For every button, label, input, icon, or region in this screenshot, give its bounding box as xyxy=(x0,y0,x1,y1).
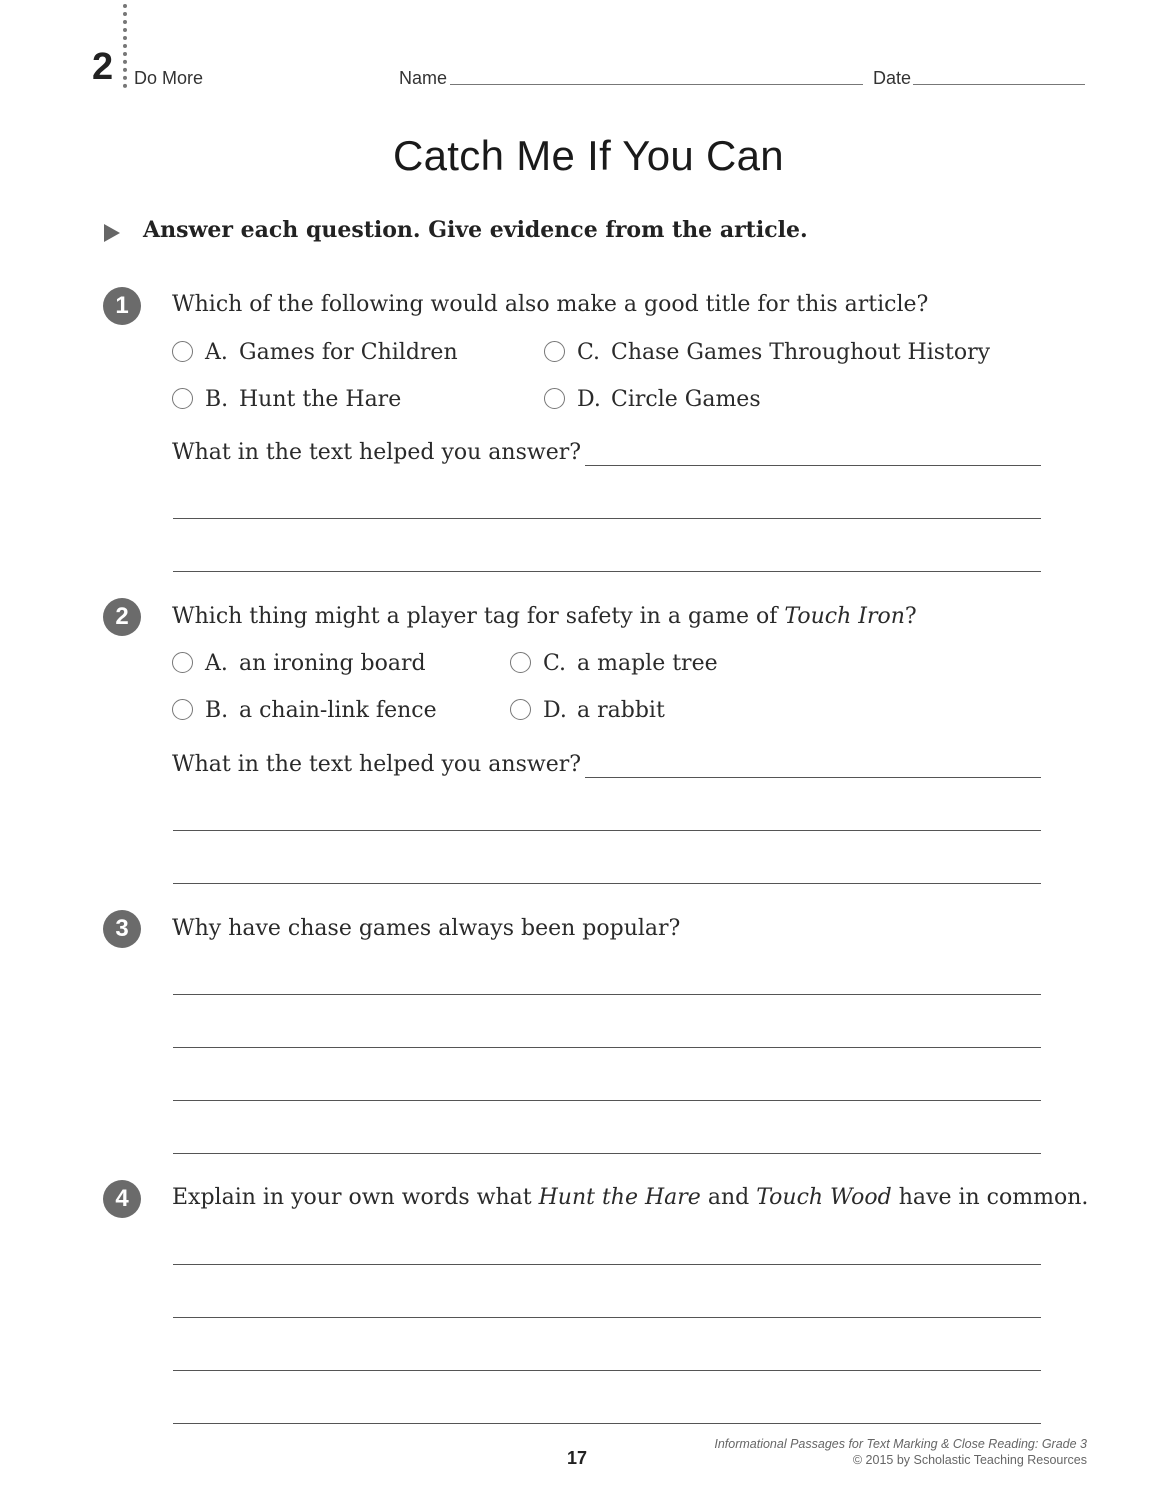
option-text: a maple tree xyxy=(577,651,718,676)
option-letter: C. xyxy=(577,340,601,365)
date-field[interactable] xyxy=(913,84,1085,85)
date-label: Date xyxy=(873,68,912,88)
option-text: Games for Children xyxy=(239,340,458,365)
section-number: 2 xyxy=(92,46,114,88)
question-2-text-part: ? xyxy=(904,604,917,629)
question-3-answer-line[interactable] xyxy=(173,1100,1041,1101)
question-1-text: Which of the following would also make a good title for this article? xyxy=(172,292,929,317)
radio-button[interactable] xyxy=(172,388,193,409)
option-text: a rabbit xyxy=(577,698,665,723)
option-letter: B. xyxy=(205,387,229,412)
question-3-text: Why have chase games always been popular? xyxy=(172,916,681,941)
radio-button[interactable] xyxy=(510,699,531,720)
game-title: Touch Iron xyxy=(784,604,905,629)
question-3-number: 3 xyxy=(103,910,141,948)
question-2-evidence-line[interactable] xyxy=(585,777,1041,778)
question-1-option-d[interactable] xyxy=(544,387,761,412)
option-letter: C. xyxy=(543,651,567,676)
option-text: Circle Games xyxy=(611,387,761,412)
question-1-option-a[interactable] xyxy=(172,340,458,365)
question-1-option-b[interactable] xyxy=(172,387,401,412)
question-4-text xyxy=(172,1185,1088,1210)
page-number: 17 xyxy=(566,1448,588,1468)
question-2-text-part: Which thing might a player tag for safety in a game of xyxy=(172,604,785,629)
radio-button[interactable] xyxy=(544,341,565,362)
question-2-option-d[interactable] xyxy=(510,698,665,723)
question-2-option-c[interactable] xyxy=(510,651,718,676)
option-letter: D. xyxy=(543,698,567,723)
question-4-text-part: have in common. xyxy=(891,1185,1089,1210)
question-2-option-a[interactable] xyxy=(172,651,426,676)
radio-button[interactable] xyxy=(172,341,193,362)
option-text: Chase Games Throughout History xyxy=(611,340,991,365)
arrow-icon xyxy=(104,224,120,242)
question-4-answer-line[interactable] xyxy=(173,1423,1041,1424)
question-2-answer-line[interactable] xyxy=(173,830,1041,831)
question-2-answer-line[interactable] xyxy=(173,883,1041,884)
question-1-evidence-line[interactable] xyxy=(585,465,1041,466)
question-3-answer-line[interactable] xyxy=(173,994,1041,995)
question-3-answer-line[interactable] xyxy=(173,1153,1041,1154)
question-1-answer-line[interactable] xyxy=(173,571,1041,572)
copyright-credit: © 2015 by Scholastic Teaching Resources xyxy=(852,1453,1087,1467)
option-letter: A. xyxy=(205,651,228,676)
question-1-number: 1 xyxy=(103,287,141,325)
question-1-answer-line[interactable] xyxy=(173,518,1041,519)
game-title: Hunt the Hare xyxy=(538,1185,701,1210)
question-4-text-part: and xyxy=(700,1185,757,1210)
dotted-divider xyxy=(123,4,127,88)
game-title: Touch Wood xyxy=(756,1185,892,1210)
instruction-text: Answer each question. Give evidence from the article. xyxy=(143,217,808,243)
option-text: a chain-link fence xyxy=(239,698,437,723)
option-letter: A. xyxy=(205,340,228,365)
option-letter: D. xyxy=(577,387,601,412)
question-2-number: 2 xyxy=(103,598,141,636)
name-label: Name xyxy=(399,68,448,88)
book-title-credit: Informational Passages for Text Marking & Close Reading: Grade 3 xyxy=(714,1437,1087,1451)
page-title: Catch Me If You Can xyxy=(393,132,784,179)
radio-button[interactable] xyxy=(510,652,531,673)
name-field[interactable] xyxy=(450,84,863,85)
option-text: Hunt the Hare xyxy=(239,387,402,412)
question-2-text xyxy=(172,604,917,629)
question-1-evidence-prompt: What in the text helped you answer? xyxy=(172,440,582,465)
radio-button[interactable] xyxy=(172,652,193,673)
radio-button[interactable] xyxy=(544,388,565,409)
question-4-answer-line[interactable] xyxy=(173,1370,1041,1371)
section-label: Do More xyxy=(134,68,204,88)
question-4-text-part: Explain in your own words what xyxy=(172,1185,539,1210)
question-3-answer-line[interactable] xyxy=(173,1047,1041,1048)
radio-button[interactable] xyxy=(172,699,193,720)
option-letter: B. xyxy=(205,698,229,723)
question-4-answer-line[interactable] xyxy=(173,1317,1041,1318)
question-1-option-c[interactable] xyxy=(544,340,990,365)
question-2-evidence-prompt: What in the text helped you answer? xyxy=(172,752,582,777)
question-2-option-b[interactable] xyxy=(172,698,437,723)
option-text: an ironing board xyxy=(239,651,426,676)
question-4-answer-line[interactable] xyxy=(173,1264,1041,1265)
question-4-number: 4 xyxy=(103,1180,141,1218)
